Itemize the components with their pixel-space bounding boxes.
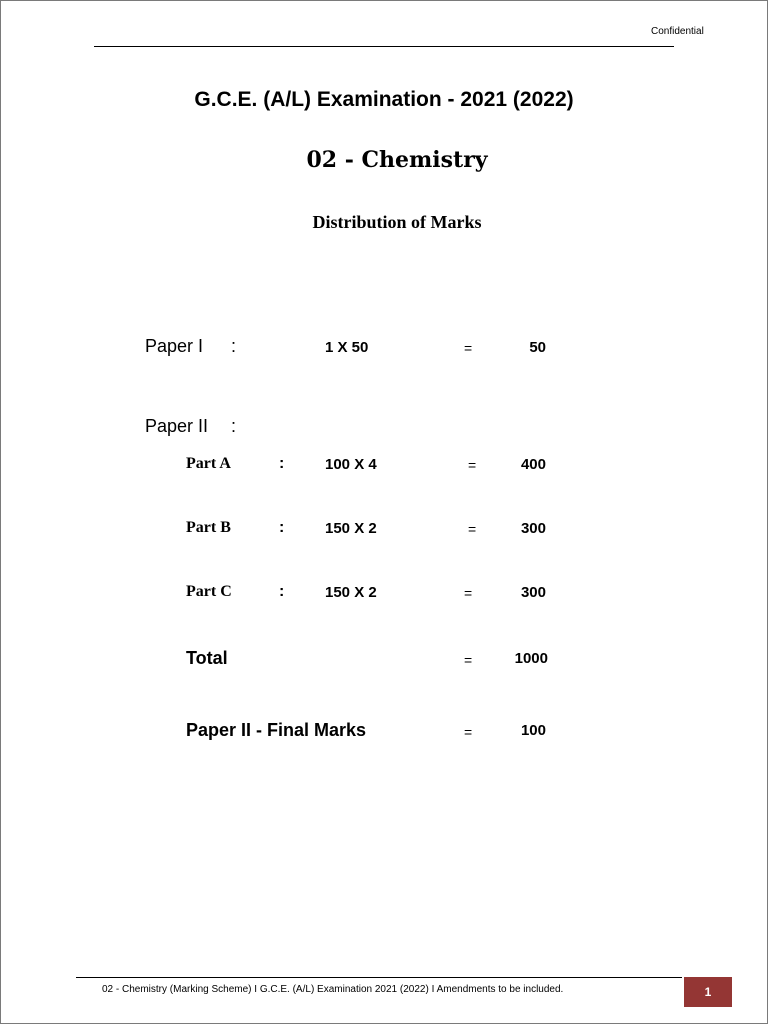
page-number: 1	[684, 977, 732, 1007]
part-c-calc: 150 X 2	[325, 584, 377, 601]
paper1-colon: :	[231, 336, 237, 356]
part-a-value: 400	[520, 456, 546, 473]
part-b-colon: :	[279, 519, 285, 536]
confidential-label: Confidential	[651, 26, 704, 37]
part-c-equals: =	[464, 585, 473, 601]
subject-title: 02 - Chemistry	[306, 147, 488, 173]
paper1-label: Paper I	[145, 336, 204, 356]
paper2-label: Paper II	[145, 416, 209, 436]
header-rule	[94, 46, 674, 47]
part-c-label: Part C	[186, 583, 232, 600]
part-a-colon: :	[279, 455, 285, 472]
paper2-colon: :	[231, 416, 237, 436]
footer-rule	[76, 977, 682, 978]
total-label: Total	[186, 648, 228, 668]
part-b-value: 300	[520, 520, 546, 537]
exam-title: G.C.E. (A/L) Examination - 2021 (2022)	[194, 88, 574, 111]
total-value: 1000	[514, 650, 548, 667]
final-marks-value: 100	[520, 722, 546, 739]
paper1-value: 50	[529, 339, 546, 356]
part-b-calc: 150 X 2	[325, 520, 377, 537]
distribution-title: Distribution of Marks	[312, 212, 482, 232]
total-equals: =	[464, 652, 473, 668]
part-b-equals: =	[468, 521, 477, 537]
part-a-label: Part A	[186, 455, 231, 472]
part-b-label: Part B	[186, 519, 231, 536]
footer-text: 02 - Chemistry (Marking Scheme) I G.C.E. (A/L) Examination 2021 (2022) I Amendments to be included.	[102, 984, 564, 995]
final-marks-label: Paper II - Final Marks	[186, 720, 367, 740]
part-a-equals: =	[468, 457, 477, 473]
paper1-calc: 1 X 50	[325, 339, 369, 356]
part-c-value: 300	[520, 584, 546, 601]
part-a-calc: 100 X 4	[325, 456, 377, 473]
part-c-colon: :	[279, 583, 285, 600]
final-marks-equals: =	[464, 724, 473, 740]
paper1-equals: =	[464, 340, 473, 356]
